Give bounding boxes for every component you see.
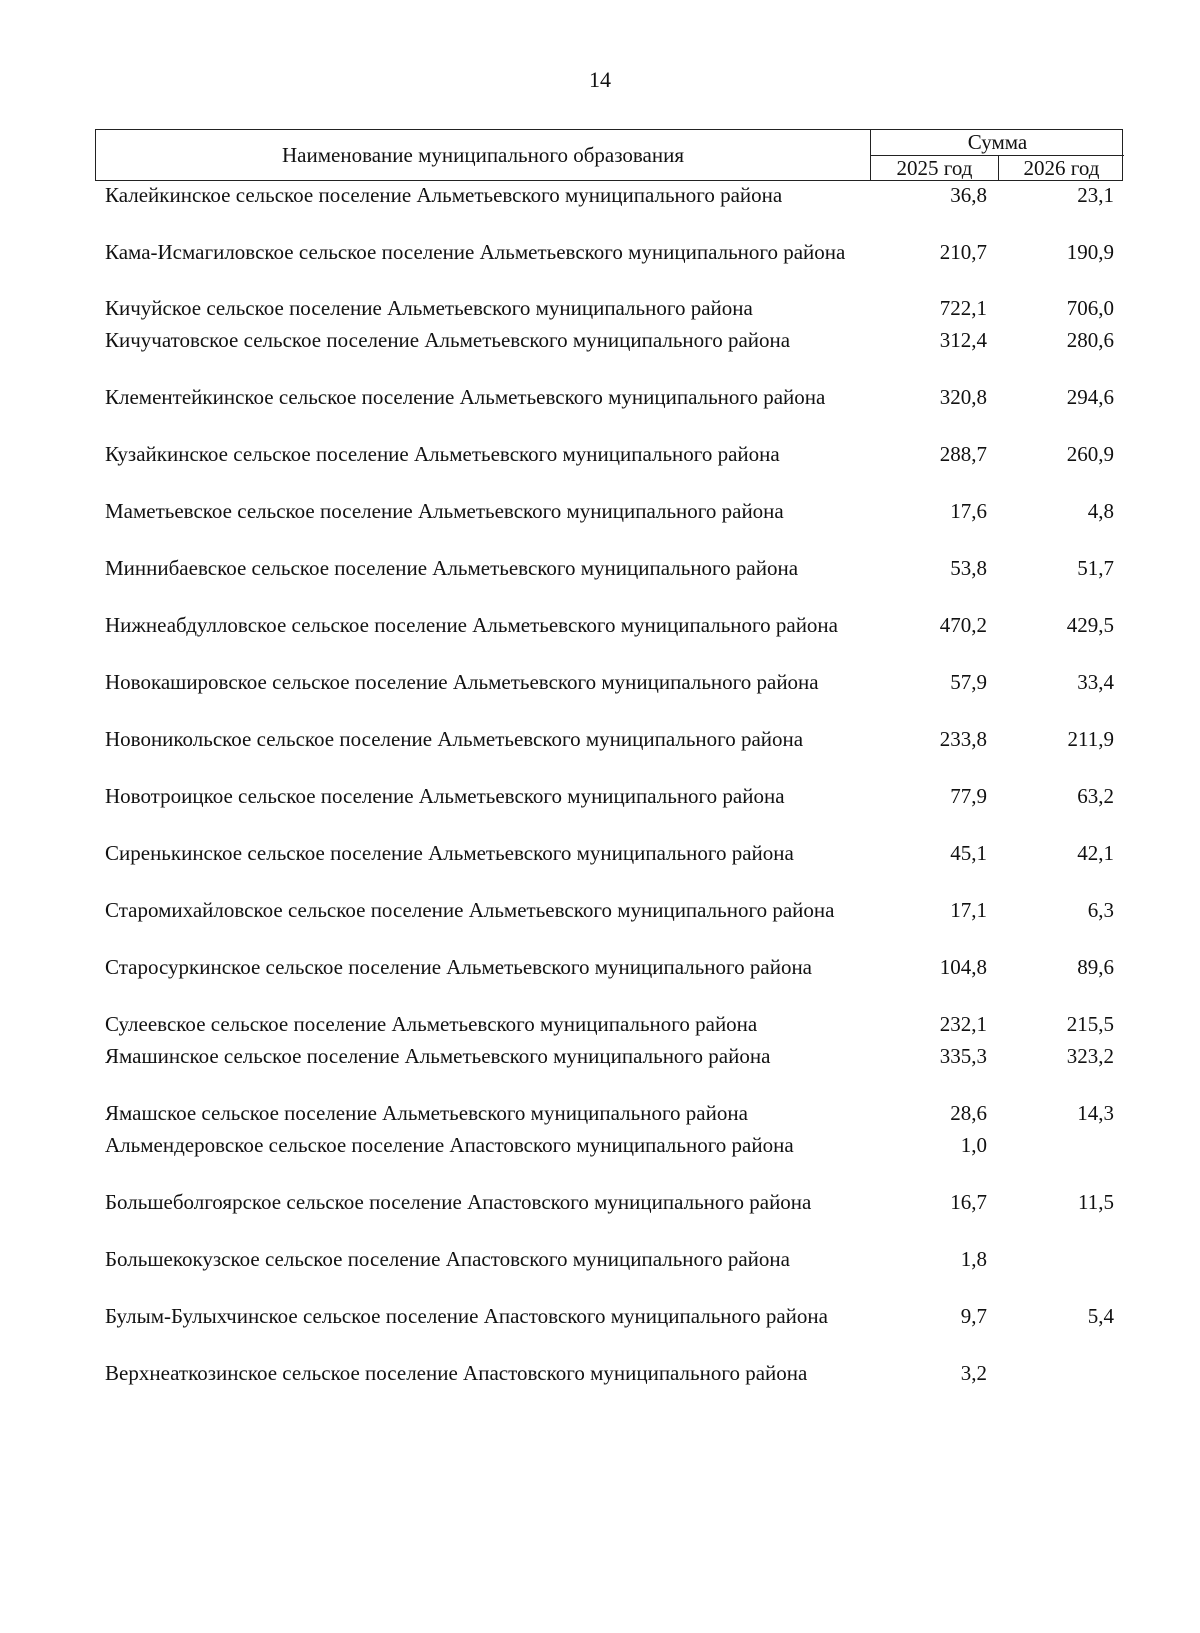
sum-2026: 323,2 xyxy=(1066,1044,1114,1068)
sum-2025: 3,2 xyxy=(960,1361,987,1385)
municipality-name: Сулеевское сельское поселение Альметьевского муниципального района xyxy=(105,1012,758,1036)
sum-2026: 215,5 xyxy=(1066,1012,1114,1036)
municipality-name: Верхнеаткозинское сельское поселение Апастовского муниципального района xyxy=(105,1361,808,1385)
sum-2025: 17,1 xyxy=(950,898,987,922)
municipality-name: Старосуркинское сельское поселение Альметьевского муниципального района xyxy=(105,955,812,979)
municipality-name: Калейкинское сельское поселение Альметьевского муниципального района xyxy=(105,183,783,207)
sum-2025: 28,6 xyxy=(950,1101,987,1125)
municipality-name: Ямашинское сельское поселение Альметьевского муниципального района xyxy=(105,1044,771,1068)
sum-2025: 288,7 xyxy=(939,442,987,466)
sum-2026: 211,9 xyxy=(1067,727,1114,751)
table-header xyxy=(95,129,1123,181)
municipality-name: Булым-Булыхчинское сельское поселение Апастовского муниципального района xyxy=(105,1304,828,1328)
municipality-name: Новотроицкое сельское поселение Альметьевского муниципального района xyxy=(105,784,785,808)
sum-2025: 104,8 xyxy=(939,955,987,979)
municipality-name: Новокашировское сельское поселение Альметьевского муниципального района xyxy=(105,670,819,694)
sum-2025: 470,2 xyxy=(939,613,987,637)
sum-2025: 45,1 xyxy=(950,841,987,865)
sum-2025: 232,1 xyxy=(939,1012,987,1036)
municipality-name: Альмендеровское сельское поселение Апастовского муниципального района xyxy=(105,1133,794,1157)
sum-2026: 33,4 xyxy=(1077,670,1114,694)
header-year-2026: 2026 год xyxy=(1023,156,1100,180)
municipality-name: Кузайкинское сельское поселение Альметьевского муниципального района xyxy=(105,442,780,466)
sum-2025: 320,8 xyxy=(939,385,987,409)
municipality-name: Сиренькинское сельское поселение Альметьевского муниципального района xyxy=(105,841,794,865)
sum-2026: 706,0 xyxy=(1066,296,1114,320)
sum-2026: 42,1 xyxy=(1077,841,1114,865)
sum-2026: 429,5 xyxy=(1066,613,1114,637)
page-number: 14 xyxy=(589,67,611,92)
municipality-name: Большекокузское сельское поселение Апастовского муниципального района xyxy=(105,1247,790,1271)
sum-2026: 294,6 xyxy=(1066,385,1114,409)
sum-2025: 77,9 xyxy=(950,784,987,808)
sum-2025: 36,8 xyxy=(950,183,987,207)
sum-2025: 210,7 xyxy=(939,240,987,264)
sum-2025: 17,6 xyxy=(950,499,987,523)
sum-2025: 312,4 xyxy=(939,328,987,352)
sum-2026: 11,5 xyxy=(1078,1190,1114,1214)
sum-2025: 722,1 xyxy=(939,296,987,320)
municipality-name: Клементейкинское сельское поселение Альметьевского муниципального района xyxy=(105,385,826,409)
municipality-name: Ямашское сельское поселение Альметьевского муниципального района xyxy=(105,1101,748,1125)
sum-2026: 6,3 xyxy=(1087,898,1114,922)
sum-2026: 4,8 xyxy=(1087,499,1114,523)
header-year-2025: 2025 год xyxy=(871,156,999,180)
municipality-name: Большеболгоярское сельское поселение Апастовского муниципального района xyxy=(105,1190,812,1214)
sum-2026: 260,9 xyxy=(1066,442,1114,466)
sum-2026: 51,7 xyxy=(1077,556,1114,580)
municipality-name: Кама-Исмагиловское сельское поселение Альметьевского муниципального района xyxy=(105,240,846,264)
sum-2025: 57,9 xyxy=(950,670,987,694)
sum-2025: 1,0 xyxy=(960,1133,987,1157)
sum-2025: 335,3 xyxy=(939,1044,987,1068)
sum-2026: 63,2 xyxy=(1077,784,1114,808)
municipality-name: Кичучатовское сельское поселение Альметьевского муниципального района xyxy=(105,328,791,352)
sum-2025: 16,7 xyxy=(950,1190,987,1214)
sum-2026: 280,6 xyxy=(1066,328,1114,352)
municipality-name: Кичуйское сельское поселение Альметьевского муниципального района xyxy=(105,296,753,320)
sum-2026: 23,1 xyxy=(1077,183,1114,207)
sum-2026: 14,3 xyxy=(1077,1101,1114,1125)
header-name: Наименование муниципального образования xyxy=(96,130,871,180)
sum-2025: 9,7 xyxy=(960,1304,987,1328)
header-sum: Сумма xyxy=(871,130,1124,156)
sum-2025: 1,8 xyxy=(960,1247,987,1271)
sum-2026: 89,6 xyxy=(1077,955,1114,979)
municipality-name: Старомихайловское сельское поселение Альметьевского муниципального района xyxy=(105,898,835,922)
municipality-name: Нижнеабдулловское сельское поселение Альметьевского муниципального района xyxy=(105,613,838,637)
municipality-name: Миннибаевское сельское поселение Альметьевского муниципального района xyxy=(105,556,799,580)
municipality-name: Новоникольское сельское поселение Альметьевского муниципального района xyxy=(105,727,804,751)
sum-2026: 190,9 xyxy=(1066,240,1114,264)
sum-2026: 5,4 xyxy=(1087,1304,1114,1328)
sum-2025: 53,8 xyxy=(950,556,987,580)
municipality-name: Маметьевское сельское поселение Альметьевского муниципального района xyxy=(105,499,784,523)
sum-2025: 233,8 xyxy=(939,727,987,751)
